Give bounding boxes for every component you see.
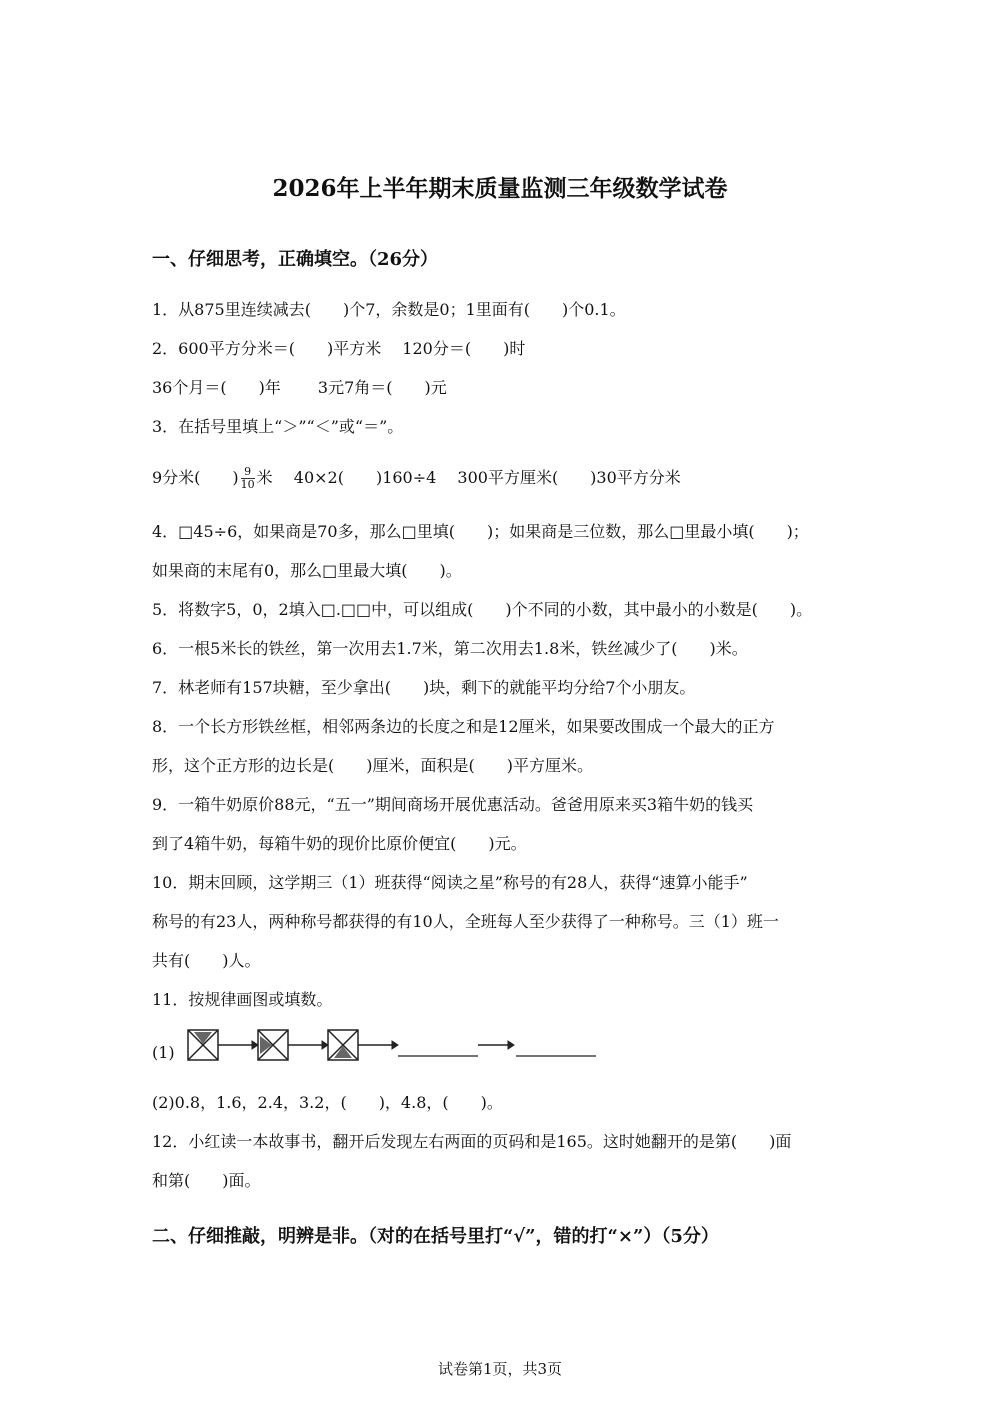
question-4-line-1: 4．□45÷6，如果商是70多，那么□里填( )；如果商是三位数，那么□里最小填( )； [152, 522, 809, 541]
q3-part-1: 9分米( ) [152, 468, 239, 487]
question-3-items [152, 460, 681, 496]
question-12-line-1: 12．小红读一本故事书，翻开后发现左右两面的页码和是165。这时她翻开的是第( )面 [152, 1132, 792, 1151]
question-8-line-1: 8．一个长方形铁丝框，相邻两条边的长度之和是12厘米，如果要改围成一个最大的正方 [152, 717, 775, 736]
question-3: 3．在括号里填上“＞”“＜”或“＝”。 [152, 417, 404, 436]
question-11-part-2: (2)0.8，1.6，2.4，3.2，( )，4.8，( )。 [152, 1093, 503, 1112]
exam-title: 2026年上半年期末质量监测三年级数学试卷 [272, 175, 728, 202]
question-6: 6．一根5米长的铁丝，第一次用去1.7米，第二次用去1.8米，铁丝减少了( )米。 [152, 639, 748, 658]
pattern-box-2 [258, 1030, 288, 1060]
fraction-nine-tenths [241, 466, 255, 491]
question-10-line-1: 10．期末回顾，这学期三（1）班获得“阅读之星”称号的有28人，获得“速算小能手” [152, 873, 748, 892]
question-9-line-2: 到了4箱牛奶，每箱牛奶的现价比原价便宜( )元。 [152, 834, 527, 853]
arrow-1 [218, 1041, 258, 1049]
question-5: 5．将数字5，0，2填入□.□□中，可以组成( )个不同的小数，其中最小的小数是( )。 [152, 600, 813, 619]
arrow-3 [358, 1041, 398, 1049]
fraction-numerator: 9 [241, 466, 255, 479]
question-1: 1．从875里连续减去( )个7，余数是0；1里面有( )个0.1。 [152, 300, 626, 319]
question-12-line-2: 和第( )面。 [152, 1171, 261, 1190]
question-4-line-2: 如果商的末尾有0，那么□里最大填( )。 [152, 561, 462, 580]
question-11-part-1-label: (1) [152, 1043, 175, 1062]
question-11: 11．按规律画图或填数。 [152, 990, 333, 1009]
question-2-line-1: 2．600平方分米＝( )平方米 120分＝( )时 [152, 339, 526, 358]
pattern-figure [186, 1026, 606, 1068]
question-10-line-3: 共有( )人。 [152, 951, 261, 970]
section-1-heading: 一、仔细思考，正确填空。（26分） [152, 249, 439, 270]
arrow-2 [288, 1041, 328, 1049]
arrow-4 [478, 1041, 514, 1049]
fraction-denominator: 10 [240, 478, 255, 491]
question-7: 7．林老师有157块糖，至少拿出( )块，剩下的就能平均分给7个小朋友。 [152, 678, 696, 697]
question-2-line-2: 36个月＝( )年 3元7角＝( )元 [152, 378, 447, 397]
section-2-heading: 二、仔细推敲，明辨是非。（对的在括号里打“√”，错的打“×”）（5分） [152, 1226, 719, 1247]
question-8-line-2: 形，这个正方形的边长是( )厘米，面积是( )平方厘米。 [152, 756, 593, 775]
page-footer: 试卷第1页，共3页 [437, 1360, 563, 1378]
q3-part-2: 米 40×2( )160÷4 300平方厘米( )30平方分米 [256, 468, 681, 487]
question-9-line-1: 9．一箱牛奶原价88元，“五一”期间商场开展优惠活动。爸爸用原来买3箱牛奶的钱买 [152, 795, 754, 814]
pattern-box-3 [328, 1030, 358, 1060]
question-10-line-2: 称号的有23人，两种称号都获得的有10人，全班每人至少获得了一种称号。三（1）班一 [152, 912, 779, 931]
pattern-box-1 [188, 1030, 218, 1060]
